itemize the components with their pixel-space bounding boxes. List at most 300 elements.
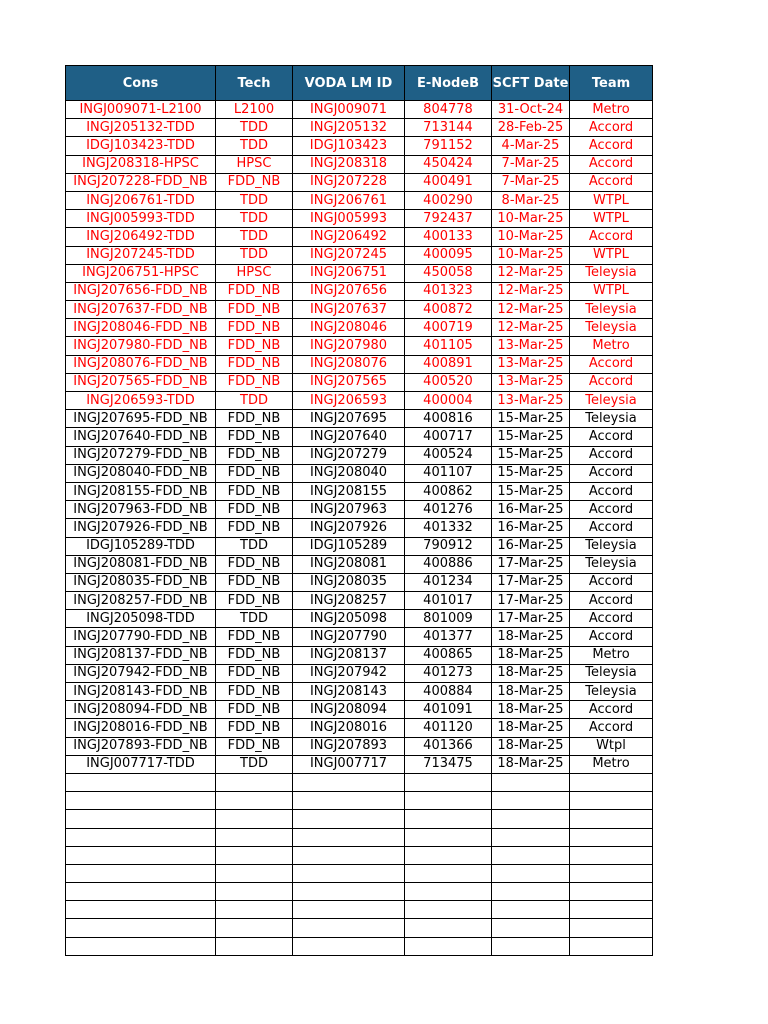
cell-team[interactable]: Accord [570, 592, 653, 610]
cell-voda-lm-id[interactable]: INGJ207228 [293, 173, 405, 191]
empty-cell[interactable] [66, 792, 216, 810]
cell-voda-lm-id[interactable]: INGJ206593 [293, 392, 405, 410]
cell-tech[interactable]: FDD_NB [216, 301, 293, 319]
cell-enodeb[interactable]: 801009 [405, 610, 492, 628]
cell-cons[interactable]: INGJ208143-FDD_NB [66, 683, 216, 701]
cell-team[interactable]: Accord [570, 719, 653, 737]
table-body [66, 101, 653, 956]
cell-enodeb[interactable]: 804778 [405, 101, 492, 119]
cell-team[interactable]: Teleysia [570, 264, 653, 282]
empty-cell[interactable] [405, 919, 492, 937]
cell-enodeb[interactable]: 401323 [405, 282, 492, 300]
empty-cell[interactable] [216, 901, 293, 919]
cell-tech[interactable]: FDD_NB [216, 683, 293, 701]
cell-tech[interactable]: FDD_NB [216, 337, 293, 355]
cell-scft-date[interactable]: 18-Mar-25 [492, 737, 570, 755]
cell-team[interactable]: Accord [570, 573, 653, 591]
cell-team[interactable]: Accord [570, 428, 653, 446]
cell-team[interactable]: Teleysia [570, 301, 653, 319]
cell-voda-lm-id[interactable]: INGJ208094 [293, 701, 405, 719]
cell-tech[interactable]: FDD_NB [216, 428, 293, 446]
cell-team[interactable]: Teleysia [570, 555, 653, 573]
cell-team[interactable]: Accord [570, 628, 653, 646]
cell-team[interactable]: Accord [570, 155, 653, 173]
table-row [66, 501, 653, 519]
empty-cell[interactable] [216, 828, 293, 846]
empty-cell[interactable] [66, 846, 216, 864]
empty-cell[interactable] [570, 828, 653, 846]
empty-cell[interactable] [405, 828, 492, 846]
empty-cell[interactable] [492, 846, 570, 864]
empty-cell[interactable] [492, 883, 570, 901]
cell-cons[interactable]: INGJ207637-FDD_NB [66, 301, 216, 319]
cell-scft-date[interactable]: 16-Mar-25 [492, 501, 570, 519]
cell-scft-date[interactable]: 18-Mar-25 [492, 683, 570, 701]
cell-voda-lm-id[interactable]: INGJ009071 [293, 101, 405, 119]
cell-cons[interactable]: INGJ205132-TDD [66, 119, 216, 137]
cell-enodeb[interactable]: 401105 [405, 337, 492, 355]
cell-cons[interactable]: INGJ208046-FDD_NB [66, 319, 216, 337]
cell-tech[interactable]: TDD [216, 137, 293, 155]
header-team[interactable]: Team [570, 66, 653, 101]
cell-scft-date[interactable]: 4-Mar-25 [492, 137, 570, 155]
empty-cell[interactable] [216, 846, 293, 864]
cell-scft-date[interactable]: 15-Mar-25 [492, 446, 570, 464]
cell-enodeb[interactable]: 400133 [405, 228, 492, 246]
cell-enodeb[interactable]: 400891 [405, 355, 492, 373]
cell-scft-date[interactable]: 17-Mar-25 [492, 573, 570, 591]
cell-scft-date[interactable]: 18-Mar-25 [492, 664, 570, 682]
cell-tech[interactable]: TDD [216, 119, 293, 137]
empty-cell[interactable] [570, 792, 653, 810]
cell-voda-lm-id[interactable]: INGJ207245 [293, 246, 405, 264]
cell-enodeb[interactable]: 400865 [405, 646, 492, 664]
cell-scft-date[interactable]: 12-Mar-25 [492, 264, 570, 282]
table-row [66, 555, 653, 573]
cell-voda-lm-id[interactable]: INGJ208143 [293, 683, 405, 701]
cell-tech[interactable]: FDD_NB [216, 410, 293, 428]
cell-scft-date[interactable]: 15-Mar-25 [492, 410, 570, 428]
cell-team[interactable]: Accord [570, 464, 653, 482]
empty-cell[interactable] [66, 773, 216, 791]
cell-scft-date[interactable]: 15-Mar-25 [492, 464, 570, 482]
header-voda-lm-id[interactable]: VODA LM ID [293, 66, 405, 101]
cell-enodeb[interactable]: 713144 [405, 119, 492, 137]
empty-cell[interactable] [293, 810, 405, 828]
cell-voda-lm-id[interactable]: INGJ207279 [293, 446, 405, 464]
cell-team[interactable]: Metro [570, 755, 653, 773]
cell-enodeb[interactable]: 400520 [405, 373, 492, 391]
cell-voda-lm-id[interactable]: INGJ208081 [293, 555, 405, 573]
cell-cons[interactable]: INGJ208076-FDD_NB [66, 355, 216, 373]
cell-scft-date[interactable]: 8-Mar-25 [492, 191, 570, 209]
cell-tech[interactable]: FDD_NB [216, 592, 293, 610]
cell-team[interactable]: Accord [570, 701, 653, 719]
empty-cell[interactable] [293, 883, 405, 901]
cell-tech[interactable]: TDD [216, 755, 293, 773]
cell-voda-lm-id[interactable]: INGJ207637 [293, 301, 405, 319]
cell-tech[interactable]: FDD_NB [216, 555, 293, 573]
cell-team[interactable]: Metro [570, 337, 653, 355]
cell-team[interactable]: Accord [570, 610, 653, 628]
cell-team[interactable]: Accord [570, 373, 653, 391]
cell-cons[interactable]: INGJ206761-TDD [66, 191, 216, 209]
cell-scft-date[interactable]: 10-Mar-25 [492, 210, 570, 228]
cell-voda-lm-id[interactable]: INGJ207963 [293, 501, 405, 519]
cell-cons[interactable]: INGJ208137-FDD_NB [66, 646, 216, 664]
cell-scft-date[interactable]: 16-Mar-25 [492, 537, 570, 555]
cell-tech[interactable]: L2100 [216, 101, 293, 119]
cell-cons[interactable]: INGJ208035-FDD_NB [66, 573, 216, 591]
cell-team[interactable]: Accord [570, 137, 653, 155]
empty-cell[interactable] [492, 810, 570, 828]
cell-tech[interactable]: FDD_NB [216, 701, 293, 719]
cell-tech[interactable]: FDD_NB [216, 628, 293, 646]
cell-tech[interactable]: HPSC [216, 264, 293, 282]
empty-cell[interactable] [216, 937, 293, 955]
empty-cell[interactable] [66, 883, 216, 901]
empty-cell[interactable] [492, 937, 570, 955]
empty-cell[interactable] [293, 773, 405, 791]
cell-cons[interactable]: INGJ207279-FDD_NB [66, 446, 216, 464]
cell-enodeb[interactable]: 791152 [405, 137, 492, 155]
cell-cons[interactable]: INGJ207790-FDD_NB [66, 628, 216, 646]
empty-cell[interactable] [293, 846, 405, 864]
cell-enodeb[interactable]: 401276 [405, 501, 492, 519]
cell-enodeb[interactable]: 400717 [405, 428, 492, 446]
cell-tech[interactable]: FDD_NB [216, 482, 293, 500]
cell-voda-lm-id[interactable]: INGJ007717 [293, 755, 405, 773]
cell-scft-date[interactable]: 18-Mar-25 [492, 701, 570, 719]
cell-cons[interactable]: IDGJ105289-TDD [66, 537, 216, 555]
cell-cons[interactable]: INGJ208016-FDD_NB [66, 719, 216, 737]
cell-cons[interactable]: INGJ208040-FDD_NB [66, 464, 216, 482]
cell-scft-date[interactable]: 18-Mar-25 [492, 719, 570, 737]
cell-scft-date[interactable]: 18-Mar-25 [492, 646, 570, 664]
cell-voda-lm-id[interactable]: INGJ207980 [293, 337, 405, 355]
cell-scft-date[interactable]: 15-Mar-25 [492, 482, 570, 500]
empty-cell[interactable] [492, 919, 570, 937]
cell-voda-lm-id[interactable]: INGJ207790 [293, 628, 405, 646]
empty-cell[interactable] [492, 792, 570, 810]
cell-team[interactable]: Teleysia [570, 537, 653, 555]
empty-row [66, 773, 653, 791]
empty-cell[interactable] [570, 810, 653, 828]
empty-cell[interactable] [570, 901, 653, 919]
empty-cell[interactable] [293, 864, 405, 882]
cell-scft-date[interactable]: 18-Mar-25 [492, 755, 570, 773]
cell-cons[interactable]: INGJ005993-TDD [66, 210, 216, 228]
cell-team[interactable]: WTPL [570, 246, 653, 264]
cell-cons[interactable]: INGJ009071-L2100 [66, 101, 216, 119]
cell-cons[interactable]: INGJ207942-FDD_NB [66, 664, 216, 682]
cell-cons[interactable]: INGJ207926-FDD_NB [66, 519, 216, 537]
cell-tech[interactable]: FDD_NB [216, 664, 293, 682]
empty-cell[interactable] [66, 828, 216, 846]
cell-enodeb[interactable]: 401234 [405, 573, 492, 591]
empty-cell[interactable] [405, 883, 492, 901]
cell-cons[interactable]: INGJ207640-FDD_NB [66, 428, 216, 446]
empty-cell[interactable] [66, 919, 216, 937]
cell-tech[interactable]: FDD_NB [216, 573, 293, 591]
table-row [66, 719, 653, 737]
cell-enodeb[interactable]: 713475 [405, 755, 492, 773]
empty-cell[interactable] [570, 919, 653, 937]
empty-cell[interactable] [216, 919, 293, 937]
cell-team[interactable]: Accord [570, 228, 653, 246]
cell-voda-lm-id[interactable]: INGJ208257 [293, 592, 405, 610]
cell-team[interactable]: Accord [570, 355, 653, 373]
cell-voda-lm-id[interactable]: INGJ208040 [293, 464, 405, 482]
empty-cell[interactable] [492, 864, 570, 882]
cell-voda-lm-id[interactable]: INGJ205132 [293, 119, 405, 137]
cell-voda-lm-id[interactable]: INGJ207893 [293, 737, 405, 755]
header-scft-date[interactable]: SCFT Date [492, 66, 570, 101]
cell-voda-lm-id[interactable]: INGJ207926 [293, 519, 405, 537]
cell-cons[interactable]: INGJ205098-TDD [66, 610, 216, 628]
cell-cons[interactable]: INGJ207245-TDD [66, 246, 216, 264]
cell-cons[interactable]: INGJ207565-FDD_NB [66, 373, 216, 391]
empty-cell[interactable] [216, 864, 293, 882]
cell-cons[interactable]: INGJ207228-FDD_NB [66, 173, 216, 191]
table-row [66, 410, 653, 428]
cell-tech[interactable]: FDD_NB [216, 519, 293, 537]
empty-cell[interactable] [66, 901, 216, 919]
table-row [66, 646, 653, 664]
cell-enodeb[interactable]: 450424 [405, 155, 492, 173]
cell-voda-lm-id[interactable]: IDGJ105289 [293, 537, 405, 555]
cell-voda-lm-id[interactable]: INGJ207942 [293, 664, 405, 682]
cell-enodeb[interactable]: 401017 [405, 592, 492, 610]
cell-enodeb[interactable]: 401273 [405, 664, 492, 682]
cell-scft-date[interactable]: 13-Mar-25 [492, 337, 570, 355]
header-tech[interactable]: Tech [216, 66, 293, 101]
cell-enodeb[interactable]: 400872 [405, 301, 492, 319]
cell-voda-lm-id[interactable]: INGJ205098 [293, 610, 405, 628]
cell-voda-lm-id[interactable]: INGJ206492 [293, 228, 405, 246]
cell-voda-lm-id[interactable]: INGJ207656 [293, 282, 405, 300]
cell-tech[interactable]: HPSC [216, 155, 293, 173]
site-schedule-table [65, 65, 653, 956]
cell-voda-lm-id[interactable]: INGJ208137 [293, 646, 405, 664]
cell-enodeb[interactable]: 400886 [405, 555, 492, 573]
cell-scft-date[interactable]: 10-Mar-25 [492, 228, 570, 246]
empty-cell[interactable] [570, 846, 653, 864]
empty-cell[interactable] [405, 810, 492, 828]
cell-tech[interactable]: FDD_NB [216, 719, 293, 737]
cell-tech[interactable]: TDD [216, 537, 293, 555]
empty-cell[interactable] [405, 773, 492, 791]
cell-team[interactable]: Accord [570, 173, 653, 191]
cell-enodeb[interactable]: 400816 [405, 410, 492, 428]
cell-voda-lm-id[interactable]: INGJ206761 [293, 191, 405, 209]
cell-scft-date[interactable]: 28-Feb-25 [492, 119, 570, 137]
cell-enodeb[interactable]: 790912 [405, 537, 492, 555]
cell-cons[interactable]: INGJ007717-TDD [66, 755, 216, 773]
cell-tech[interactable]: TDD [216, 392, 293, 410]
cell-team[interactable]: Accord [570, 519, 653, 537]
empty-cell[interactable] [66, 937, 216, 955]
cell-tech[interactable]: TDD [216, 610, 293, 628]
cell-enodeb[interactable]: 400095 [405, 246, 492, 264]
cell-scft-date[interactable]: 10-Mar-25 [492, 246, 570, 264]
cell-cons[interactable]: INGJ207893-FDD_NB [66, 737, 216, 755]
cell-voda-lm-id[interactable]: INGJ207565 [293, 373, 405, 391]
cell-team[interactable]: Metro [570, 646, 653, 664]
empty-cell[interactable] [405, 937, 492, 955]
cell-scft-date[interactable]: 13-Mar-25 [492, 373, 570, 391]
cell-team[interactable]: Accord [570, 482, 653, 500]
empty-cell[interactable] [293, 919, 405, 937]
cell-tech[interactable]: FDD_NB [216, 464, 293, 482]
cell-voda-lm-id[interactable]: IDGJ103423 [293, 137, 405, 155]
header-enodeb[interactable]: E-NodeB [405, 66, 492, 101]
cell-team[interactable]: Teleysia [570, 319, 653, 337]
cell-cons[interactable]: INGJ207963-FDD_NB [66, 501, 216, 519]
cell-team[interactable]: Wtpl [570, 737, 653, 755]
cell-team[interactable]: WTPL [570, 282, 653, 300]
cell-team[interactable]: Teleysia [570, 683, 653, 701]
empty-cell[interactable] [492, 773, 570, 791]
cell-enodeb[interactable]: 450058 [405, 264, 492, 282]
cell-scft-date[interactable]: 17-Mar-25 [492, 555, 570, 573]
cell-cons[interactable]: INGJ208081-FDD_NB [66, 555, 216, 573]
cell-tech[interactable]: TDD [216, 228, 293, 246]
empty-cell[interactable] [216, 792, 293, 810]
cell-team[interactable]: Teleysia [570, 664, 653, 682]
empty-cell[interactable] [405, 864, 492, 882]
cell-enodeb[interactable]: 400491 [405, 173, 492, 191]
empty-cell[interactable] [293, 901, 405, 919]
cell-tech[interactable]: TDD [216, 210, 293, 228]
cell-cons[interactable]: INGJ208155-FDD_NB [66, 482, 216, 500]
cell-voda-lm-id[interactable]: INGJ207640 [293, 428, 405, 446]
cell-scft-date[interactable]: 18-Mar-25 [492, 628, 570, 646]
empty-cell[interactable] [293, 828, 405, 846]
header-cons[interactable]: Cons [66, 66, 216, 101]
cell-tech[interactable]: FDD_NB [216, 373, 293, 391]
empty-cell[interactable] [66, 864, 216, 882]
cell-cons[interactable]: INGJ206593-TDD [66, 392, 216, 410]
cell-team[interactable]: Accord [570, 119, 653, 137]
cell-enodeb[interactable]: 401107 [405, 464, 492, 482]
empty-cell[interactable] [66, 810, 216, 828]
cell-voda-lm-id[interactable]: INGJ005993 [293, 210, 405, 228]
cell-tech[interactable]: FDD_NB [216, 446, 293, 464]
cell-scft-date[interactable]: 13-Mar-25 [492, 355, 570, 373]
cell-enodeb[interactable]: 400719 [405, 319, 492, 337]
empty-cell[interactable] [570, 937, 653, 955]
empty-cell[interactable] [570, 864, 653, 882]
cell-enodeb[interactable]: 401377 [405, 628, 492, 646]
cell-scft-date[interactable]: 13-Mar-25 [492, 392, 570, 410]
cell-voda-lm-id[interactable]: INGJ208155 [293, 482, 405, 500]
cell-voda-lm-id[interactable]: INGJ206751 [293, 264, 405, 282]
empty-cell[interactable] [405, 846, 492, 864]
cell-cons[interactable]: INGJ206751-HPSC [66, 264, 216, 282]
cell-tech[interactable]: FDD_NB [216, 173, 293, 191]
cell-scft-date[interactable]: 12-Mar-25 [492, 301, 570, 319]
cell-team[interactable]: Accord [570, 501, 653, 519]
cell-scft-date[interactable]: 17-Mar-25 [492, 610, 570, 628]
cell-voda-lm-id[interactable]: INGJ208035 [293, 573, 405, 591]
cell-enodeb[interactable]: 401120 [405, 719, 492, 737]
cell-tech[interactable]: TDD [216, 191, 293, 209]
empty-cell[interactable] [216, 883, 293, 901]
empty-cell[interactable] [405, 792, 492, 810]
empty-cell[interactable] [492, 828, 570, 846]
cell-voda-lm-id[interactable]: INGJ207695 [293, 410, 405, 428]
cell-tech[interactable]: FDD_NB [216, 282, 293, 300]
empty-cell[interactable] [216, 773, 293, 791]
cell-voda-lm-id[interactable]: INGJ208318 [293, 155, 405, 173]
cell-enodeb[interactable]: 401366 [405, 737, 492, 755]
cell-tech[interactable]: FDD_NB [216, 355, 293, 373]
cell-tech[interactable]: FDD_NB [216, 646, 293, 664]
empty-cell[interactable] [293, 792, 405, 810]
empty-cell[interactable] [492, 901, 570, 919]
cell-enodeb[interactable]: 400884 [405, 683, 492, 701]
cell-cons[interactable]: INGJ207656-FDD_NB [66, 282, 216, 300]
empty-cell[interactable] [570, 773, 653, 791]
cell-cons[interactable]: IDGJ103423-TDD [66, 137, 216, 155]
cell-scft-date[interactable]: 17-Mar-25 [492, 592, 570, 610]
cell-tech[interactable]: FDD_NB [216, 501, 293, 519]
empty-cell[interactable] [293, 937, 405, 955]
table-row [66, 464, 653, 482]
cell-team[interactable]: Metro [570, 101, 653, 119]
cell-cons[interactable]: INGJ207980-FDD_NB [66, 337, 216, 355]
cell-scft-date[interactable]: 15-Mar-25 [492, 428, 570, 446]
header-row [66, 66, 653, 101]
cell-enodeb[interactable]: 400290 [405, 191, 492, 209]
empty-cell[interactable] [405, 901, 492, 919]
cell-team[interactable]: Teleysia [570, 410, 653, 428]
cell-scft-date[interactable]: 16-Mar-25 [492, 519, 570, 537]
cell-enodeb[interactable]: 400524 [405, 446, 492, 464]
cell-cons[interactable]: INGJ208094-FDD_NB [66, 701, 216, 719]
cell-enodeb[interactable]: 400004 [405, 392, 492, 410]
empty-cell[interactable] [570, 883, 653, 901]
table-row [66, 737, 653, 755]
cell-team[interactable]: WTPL [570, 210, 653, 228]
cell-enodeb[interactable]: 792437 [405, 210, 492, 228]
cell-team[interactable]: Teleysia [570, 392, 653, 410]
cell-voda-lm-id[interactable]: INGJ208076 [293, 355, 405, 373]
table-row [66, 683, 653, 701]
cell-team[interactable]: WTPL [570, 191, 653, 209]
cell-scft-date[interactable]: 12-Mar-25 [492, 282, 570, 300]
cell-cons[interactable]: INGJ208257-FDD_NB [66, 592, 216, 610]
cell-enodeb[interactable]: 400862 [405, 482, 492, 500]
empty-cell[interactable] [216, 810, 293, 828]
cell-tech[interactable]: FDD_NB [216, 737, 293, 755]
cell-scft-date[interactable]: 7-Mar-25 [492, 173, 570, 191]
cell-enodeb[interactable]: 401332 [405, 519, 492, 537]
cell-voda-lm-id[interactable]: INGJ208046 [293, 319, 405, 337]
cell-cons[interactable]: INGJ208318-HPSC [66, 155, 216, 173]
cell-cons[interactable]: INGJ206492-TDD [66, 228, 216, 246]
cell-scft-date[interactable]: 12-Mar-25 [492, 319, 570, 337]
cell-tech[interactable]: FDD_NB [216, 319, 293, 337]
cell-tech[interactable]: TDD [216, 246, 293, 264]
cell-scft-date[interactable]: 7-Mar-25 [492, 155, 570, 173]
cell-enodeb[interactable]: 401091 [405, 701, 492, 719]
cell-voda-lm-id[interactable]: INGJ208016 [293, 719, 405, 737]
cell-cons[interactable]: INGJ207695-FDD_NB [66, 410, 216, 428]
cell-scft-date[interactable]: 31-Oct-24 [492, 101, 570, 119]
cell-team[interactable]: Accord [570, 446, 653, 464]
